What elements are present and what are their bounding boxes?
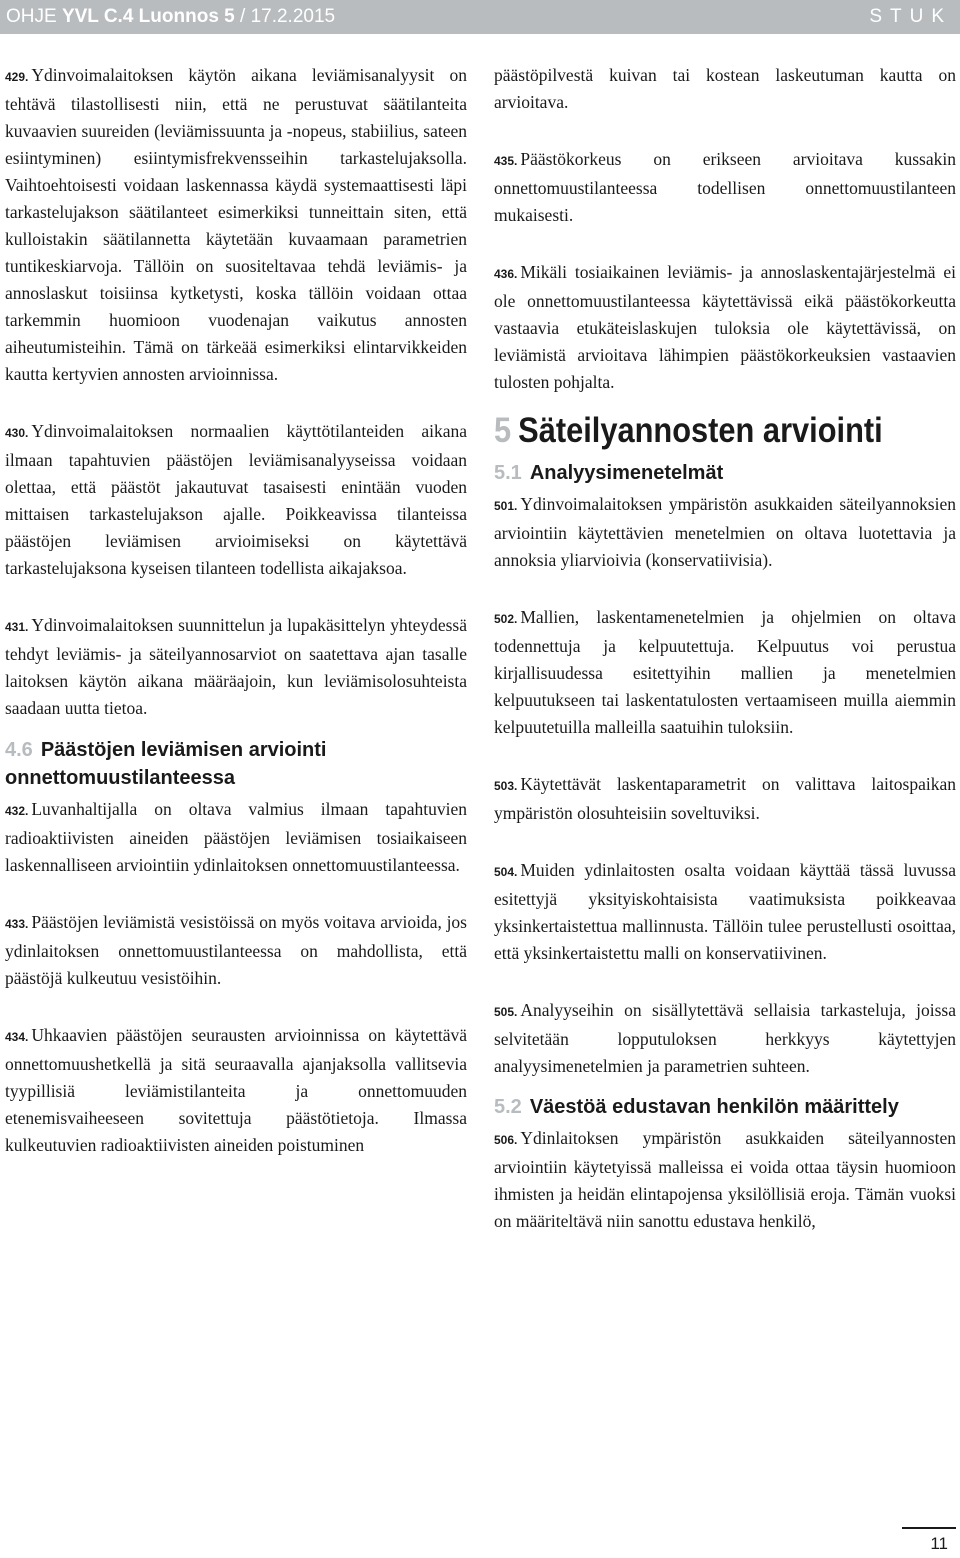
paragraph-number: 430.	[5, 426, 29, 440]
paragraph-429	[5, 62, 467, 388]
paragraph-text: Muiden ydinlaitosten osalta voidaan käyttää tässä luvussa esitettyjä yksityiskohtaisista vaatimuksista poikkeavaa yksinkertaistettua mallinnusta. Tällöin tulee perustellusti osoittaa, että yksinkertaistettu malli on konservatiivinen.	[494, 860, 956, 963]
chapter-title: Säteilyannosten arviointi	[518, 411, 883, 450]
paragraph-502	[494, 604, 956, 741]
paragraph-text: Ydinvoimalaitoksen käytön aikana leviämisanalyysit on tehtävä tilastollisesti niin, että ne perustuvat säätilanteita kuvaavien suureiden (leviämissuunta ja -nopeus, stabiilius, sateen esiintyminen) esiintymisfrekvensseihin tarkastelujaksolla. Vaihtoehtoisesti voidaan laskennassa käydä systemaattisesti läpi tarkastelujakson säätilanteet esimerkiksi tunneittain siten, että kulloistakin säätilannetta käytetään kuvaamaan parametrien tuntikeskiarvoja. Tällöin on suositeltavaa tehdä leviämis- ja annoslaskut toisiinsa kytketysti, koska tällöin voidaan ottaa tarkemmin huomioon vuodenajan vaikutus annosten aiheutumisteihin. Tämä on tärkeää esimerkiksi elintarvikkeiden kautta kertyvien annosten arvioinnissa.	[5, 65, 467, 384]
paragraph-text: Ydinvoimalaitoksen suunnittelun ja lupakäsittelyn yhteydessä tehdyt leviämis- ja säteilyannosarviot on saatettava ajan tasalle laitoksen käytön aikana määräajoin, kun leviämisolosuhteista saadaan uutta tietoa.	[5, 615, 467, 718]
paragraph-432	[5, 796, 467, 879]
left-column	[5, 62, 467, 1159]
paragraph-text: päästöpilvestä kuivan tai kostean laskeutuman kautta on arvioitava.	[494, 65, 956, 112]
paragraph-text: Ydinvoimalaitoksen normaalien käyttötilanteiden aikana ilmaan tapahtuvien päästöjen leviämisanalyyseissa voidaan olettaa, että päästöt jakautuvat tasaisesti enintään vuoden mittaisen tarkastelujakson ajalle. Poikkeavissa tilanteissa päästöjen leviämisen arvioimiseksi on käytettävä tarkastelujaksona kyseisen tilanteen todellista aikajaksoa.	[5, 421, 467, 578]
section-number: 5.1	[494, 462, 522, 484]
chapter-heading-5	[494, 410, 901, 452]
section-title: Päästöjen leviämisen arviointi onnettomuustilanteessa	[5, 739, 327, 789]
paragraph-501	[494, 491, 956, 574]
paragraph-text: Päästöjen leviämistä vesistöissä on myös voitava arvioida, jos ydinlaitoksen onnettomuustilanteessa on mahdollista, että päästöjä kulkeutuu vesistöihin.	[5, 912, 467, 988]
paragraph-text: Mikäli tosiaikainen leviämis- ja annoslaskentajärjestelmä ei ole onnettomuustilanteessa käytettävissä eikä päästökorkeutta vastaavia etukäteislaskujen tuloksia ole käytettävissä, on leviämistä arvioitava lähimpien päästökorkeuksien vastaavien tulosten pohjalta.	[494, 262, 956, 392]
paragraph-text: Käytettävät laskentaparametrit on valittava laitospaikan ympäristön olosuhteisiin soveltuviksi.	[494, 774, 956, 823]
paragraph-number: 506.	[494, 1133, 518, 1147]
paragraph-433	[5, 909, 467, 992]
paragraph-number: 432.	[5, 804, 29, 818]
paragraph-number: 503.	[494, 779, 518, 793]
section-number: 4.6	[5, 739, 33, 761]
page-number: 11	[930, 1534, 948, 1553]
section-title: Väestöä edustavan henkilön määrittely	[529, 1096, 899, 1118]
paragraph-number: 429.	[5, 70, 29, 84]
paragraph-number: 504.	[494, 865, 518, 879]
paragraph-text: Analyyseihin on sisällytettävä sellaisia tarkasteluja, joissa selvitetään lopputuloksen herkkyys käytettyjen analyysimenetelmien ja parametrien suhteen.	[494, 1000, 956, 1076]
paragraph-505	[494, 997, 956, 1080]
header-doc-id	[6, 0, 335, 34]
running-header	[0, 0, 960, 34]
paragraph-text: Mallien, laskentamenetelmien ja ohjelmien on oltava todennettuja ja kelpuutettuja. Kelpuutus voi perustua kirjallisuudessa esitettyihin mallien ja menetelmien kelpuutukseen tai laskentatulosten vertaamiseen muilla aiemmin kelpuutetuilla malleilla saatuihin tuloksiin.	[494, 607, 956, 737]
paragraph-503	[494, 771, 956, 827]
chapter-number: 5	[494, 411, 512, 450]
paragraph-434-continued	[494, 62, 956, 116]
section-heading-4-6	[5, 736, 467, 792]
paragraph-number: 431.	[5, 620, 29, 634]
paragraph-434	[5, 1022, 467, 1159]
paragraph-number: 436.	[494, 267, 518, 281]
paragraph-number: 435.	[494, 154, 518, 168]
paragraph-430	[5, 418, 467, 582]
header-org: STUK	[869, 6, 952, 27]
section-heading-5-2	[494, 1094, 956, 1121]
section-heading-5-1	[494, 460, 956, 487]
section-number: 5.2	[494, 1096, 522, 1118]
paragraph-text: Luvanhaltijalla on oltava valmius ilmaan tapahtuvien radioaktiivisten aineiden päästöjen leviämisen tosiaikaiseen laskennalliseen arviointiin ydinlaitoksen onnettomuustilanteessa.	[5, 799, 467, 875]
paragraph-435	[494, 146, 956, 229]
paragraph-number: 502.	[494, 612, 518, 626]
paragraph-504	[494, 857, 956, 967]
section-title: Analyysimenetelmät	[529, 462, 724, 484]
paragraph-number: 434.	[5, 1030, 29, 1044]
paragraph-506	[494, 1125, 956, 1235]
paragraph-text: Ydinvoimalaitoksen ympäristön asukkaiden säteilyannoksien arviointiin käytettävien menetelmien on oltava luotettavia ja annoksia yliarvioivia (konservatiivisia).	[494, 494, 956, 570]
header-prefix: OHJE	[6, 6, 62, 27]
footer-rule	[902, 1527, 956, 1529]
paragraph-number: 433.	[5, 917, 29, 931]
header-date: / 17.2.2015	[234, 6, 336, 27]
paragraph-436	[494, 259, 956, 396]
paragraph-text: Ydinlaitoksen ympäristön asukkaiden säteilyannosten arviointiin käytetyissä malleissa ei voida ottaa täysin huomioon ihmisten ja heidän elintapojensa yksilöllisiä eroja. Tämän vuoksi on määriteltävä niin sanottu edustava henkilö,	[494, 1128, 956, 1231]
paragraph-431	[5, 612, 467, 722]
right-column	[494, 62, 956, 1235]
paragraph-text: Uhkaavien päästöjen seurausten arvioinnissa on käytettävä onnettomuushetkellä ja sitä seuraavalla ajanjaksolla vallitsevia tyypillisiä leviämistilanteita ja onnettomuuden etenemisvaiheeseen sovitettuja päästötietoja. Ilmassa kulkeutuvien radioaktiivisten aineiden poistuminen	[5, 1025, 467, 1155]
paragraph-number: 501.	[494, 499, 518, 513]
header-doc-code: YVL C.4 Luonnos 5	[61, 6, 235, 27]
paragraph-number: 505.	[494, 1005, 518, 1019]
paragraph-text: Päästökorkeus on erikseen arvioitava kussakin onnettomuustilanteessa todellisen onnettomuustilanteen mukaisesti.	[494, 149, 956, 225]
